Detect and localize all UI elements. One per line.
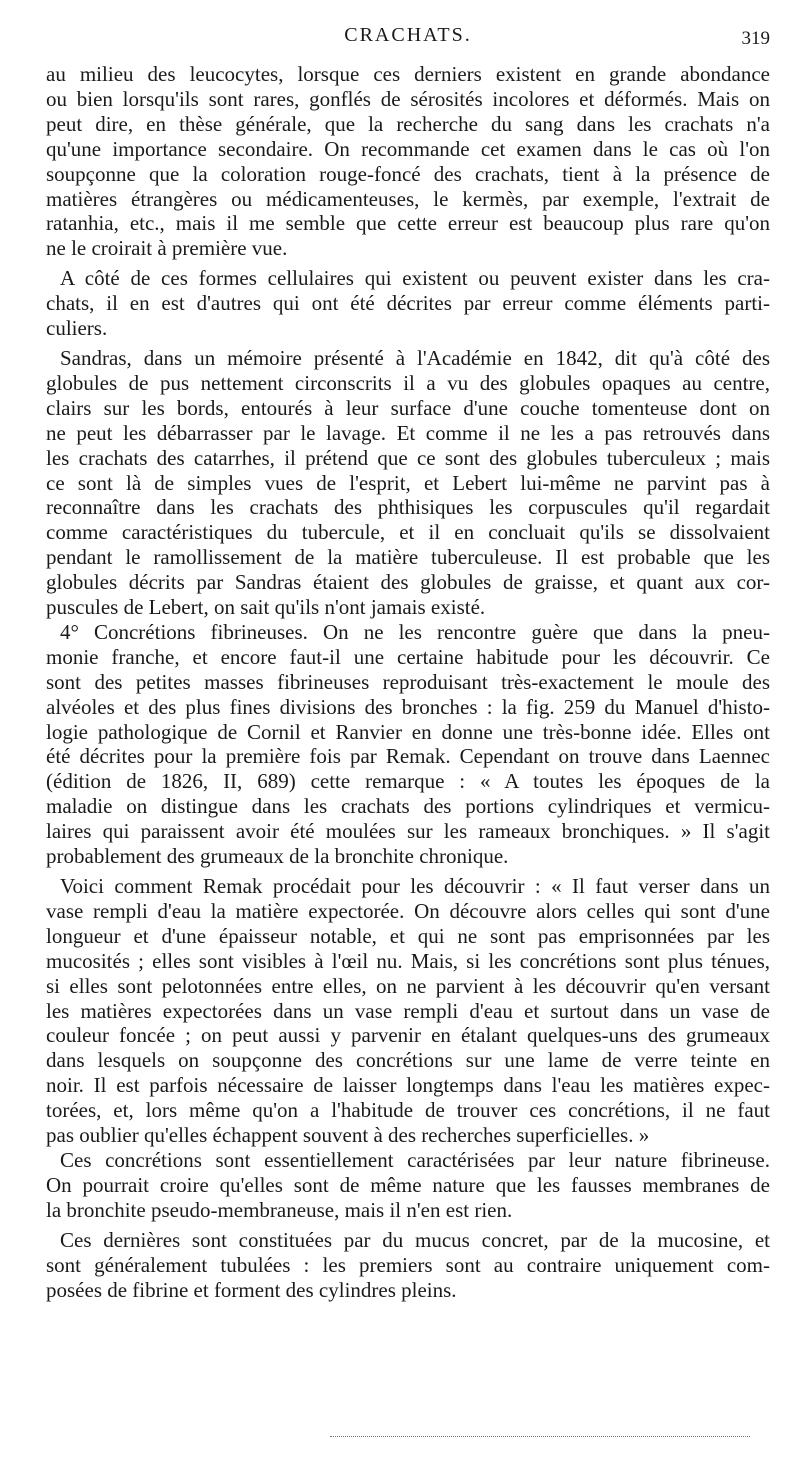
text-line: globules décrits par Sandras étaient des globules de graisse, et quant aux cor- (46, 570, 770, 595)
text-line: logie pathologique de Cornil et Ranvier en donne une très-bonne idée. Elles ont (46, 719, 770, 744)
text-line: posées de fibrine et forment des cylindres pleins. (46, 1277, 457, 1302)
text-line: ne le croirait à première vue. (46, 236, 288, 261)
text-line: culiers. (46, 316, 108, 341)
text-line: reconnaître dans les crachats des phthisiques les corpuscules qu'il regardait (46, 495, 770, 520)
text-line: les crachats des catarrhes, il prétend que ce sont des globules tuberculeux ; mais (46, 445, 770, 470)
text-line: dans lesquels on soupçonne des concrétions sur une lame de verre teinte en (46, 1048, 770, 1073)
text-line: chats, il en est d'autres qui ont été décrites par erreur comme éléments parti- (46, 291, 770, 316)
text-line: qu'une importance secondaire. On recommande cet examen dans le cas où l'on (46, 136, 770, 161)
text-line: ce sont là de simples vues de l'esprit, et Lebert lui-même ne parvint pas à (46, 470, 770, 495)
text-line: (édition de 1826, II, 689) cette remarque : « A toutes les époques de la (46, 769, 770, 794)
text-line: au milieu des leucocytes, lorsque ces derniers existent en grande abondance (46, 62, 770, 86)
text-line: Sandras, dans un mémoire présenté à l'Académie en 1842, dit qu'à côté des (60, 345, 770, 370)
body-text (46, 62, 770, 1302)
text-line: Voici comment Remak procédait pour les découvrir : « Il faut verser dans un (60, 874, 770, 898)
text-line: Ces concrétions sont essentiellement caractérisées par leur nature fibrineuse. (60, 1147, 770, 1172)
text-line: soupçonne que la coloration rouge-foncé des crachats, tient à la présence de (46, 161, 770, 186)
text-line: alvéoles et des plus fines divisions des bronches : la fig. 259 du Manuel d'histo- (46, 694, 770, 719)
text-line: si elles sont pelotonnées entre elles, on ne parvient à les découvrir qu'en versant (46, 973, 770, 998)
text-line: globules de pus nettement circonscrits il a vu des globules opaques au centre, (46, 370, 770, 395)
text-line: probablement des grumeaux de la bronchite chronique. (46, 844, 509, 869)
text-line: pendant le ramollissement de la matière tuberculeuse. Il est probable que les (46, 545, 770, 570)
text-line: peut dire, en thèse générale, que la recherche du sang dans les crachats n'a (46, 111, 770, 136)
page-number: 319 (741, 28, 770, 49)
footer-rule (330, 1436, 750, 1437)
text-line: 4° Concrétions fibrineuses. On ne les rencontre guère que dans la pneu- (60, 619, 770, 644)
text-line: ou bien lorsqu'ils sont rares, gonflés de sérosités incolores et déformés. Mais on (46, 86, 770, 111)
text-line: ne peut les débarrasser par le lavage. Et comme il ne les a pas retrouvés dans (46, 420, 770, 445)
text-line: Ces dernières sont constituées par du mucus concret, par de la mucosine, et (60, 1227, 770, 1252)
text-line: sont des petites masses fibrineuses reproduisant très-exactement le moule des (46, 669, 770, 694)
text-line: vase rempli d'eau la matière expectorée. On découvre alors celles qui sont d'une (46, 898, 770, 923)
text-line: matières étrangères ou médicamenteuses, le kermès, par exemple, l'extrait de (46, 186, 770, 211)
text-line: torées, et, lors même qu'on a l'habitude de trouver ces concrétions, il ne faut (46, 1098, 770, 1123)
text-line: puscules de Lebert, on sait qu'ils n'ont jamais existé. (46, 595, 486, 620)
text-line: clairs sur les bords, entourés à leur surface d'une couche tomenteuse dont on (46, 395, 770, 420)
text-line: longueur et d'une épaisseur notable, et qui ne sont pas emprisonnées par les (46, 923, 770, 948)
text-line: les matières expectorées dans un vase rempli d'eau et surtout dans un vase de (46, 998, 770, 1023)
text-line: sont généralement tubulées : les premiers sont au contraire uniquement com- (46, 1252, 770, 1277)
text-line: la bronchite pseudo-membraneuse, mais il n'en est rien. (46, 1197, 513, 1222)
text-line: On pourrait croire qu'elles sont de même nature que les fausses membranes de (46, 1172, 770, 1197)
text-line: pas oublier qu'elles échappent souvent à des recherches superficielles. » (46, 1123, 650, 1148)
text-line: monie franche, et encore faut-il une certaine habitude pour les découvrir. Ce (46, 644, 770, 669)
text-line: noir. Il est parfois nécessaire de laisser longtemps dans l'eau les matières expec- (46, 1073, 770, 1098)
page-header (46, 24, 770, 54)
text-line: comme caractéristiques du tubercule, et il en concluait qu'ils se dissolvaient (46, 520, 770, 545)
text-line: A côté de ces formes cellulaires qui existent ou peuvent exister dans les cra- (60, 266, 770, 291)
running-title: CRACHATS. (344, 24, 472, 46)
text-line: couleur foncée ; on peut aussi y parvenir en étalant quelques-uns des grumeaux (46, 1023, 770, 1048)
text-line: maladie on distingue dans les crachats des portions cylindriques et vermicu- (46, 794, 770, 819)
text-line: mucosités ; elles sont visibles à l'œil nu. Mais, si les concrétions sont plus ténues, (46, 948, 770, 973)
text-line: ratanhia, etc., mais il me semble que cette erreur est beaucoup plus rare qu'on (46, 211, 770, 236)
text-line: laires qui paraissent avoir été moulées sur les rameaux bronchiques. » Il s'agit (46, 819, 770, 844)
text-line: été décrites pour la première fois par Remak. Cependant on trouve dans Laennec (46, 744, 770, 769)
